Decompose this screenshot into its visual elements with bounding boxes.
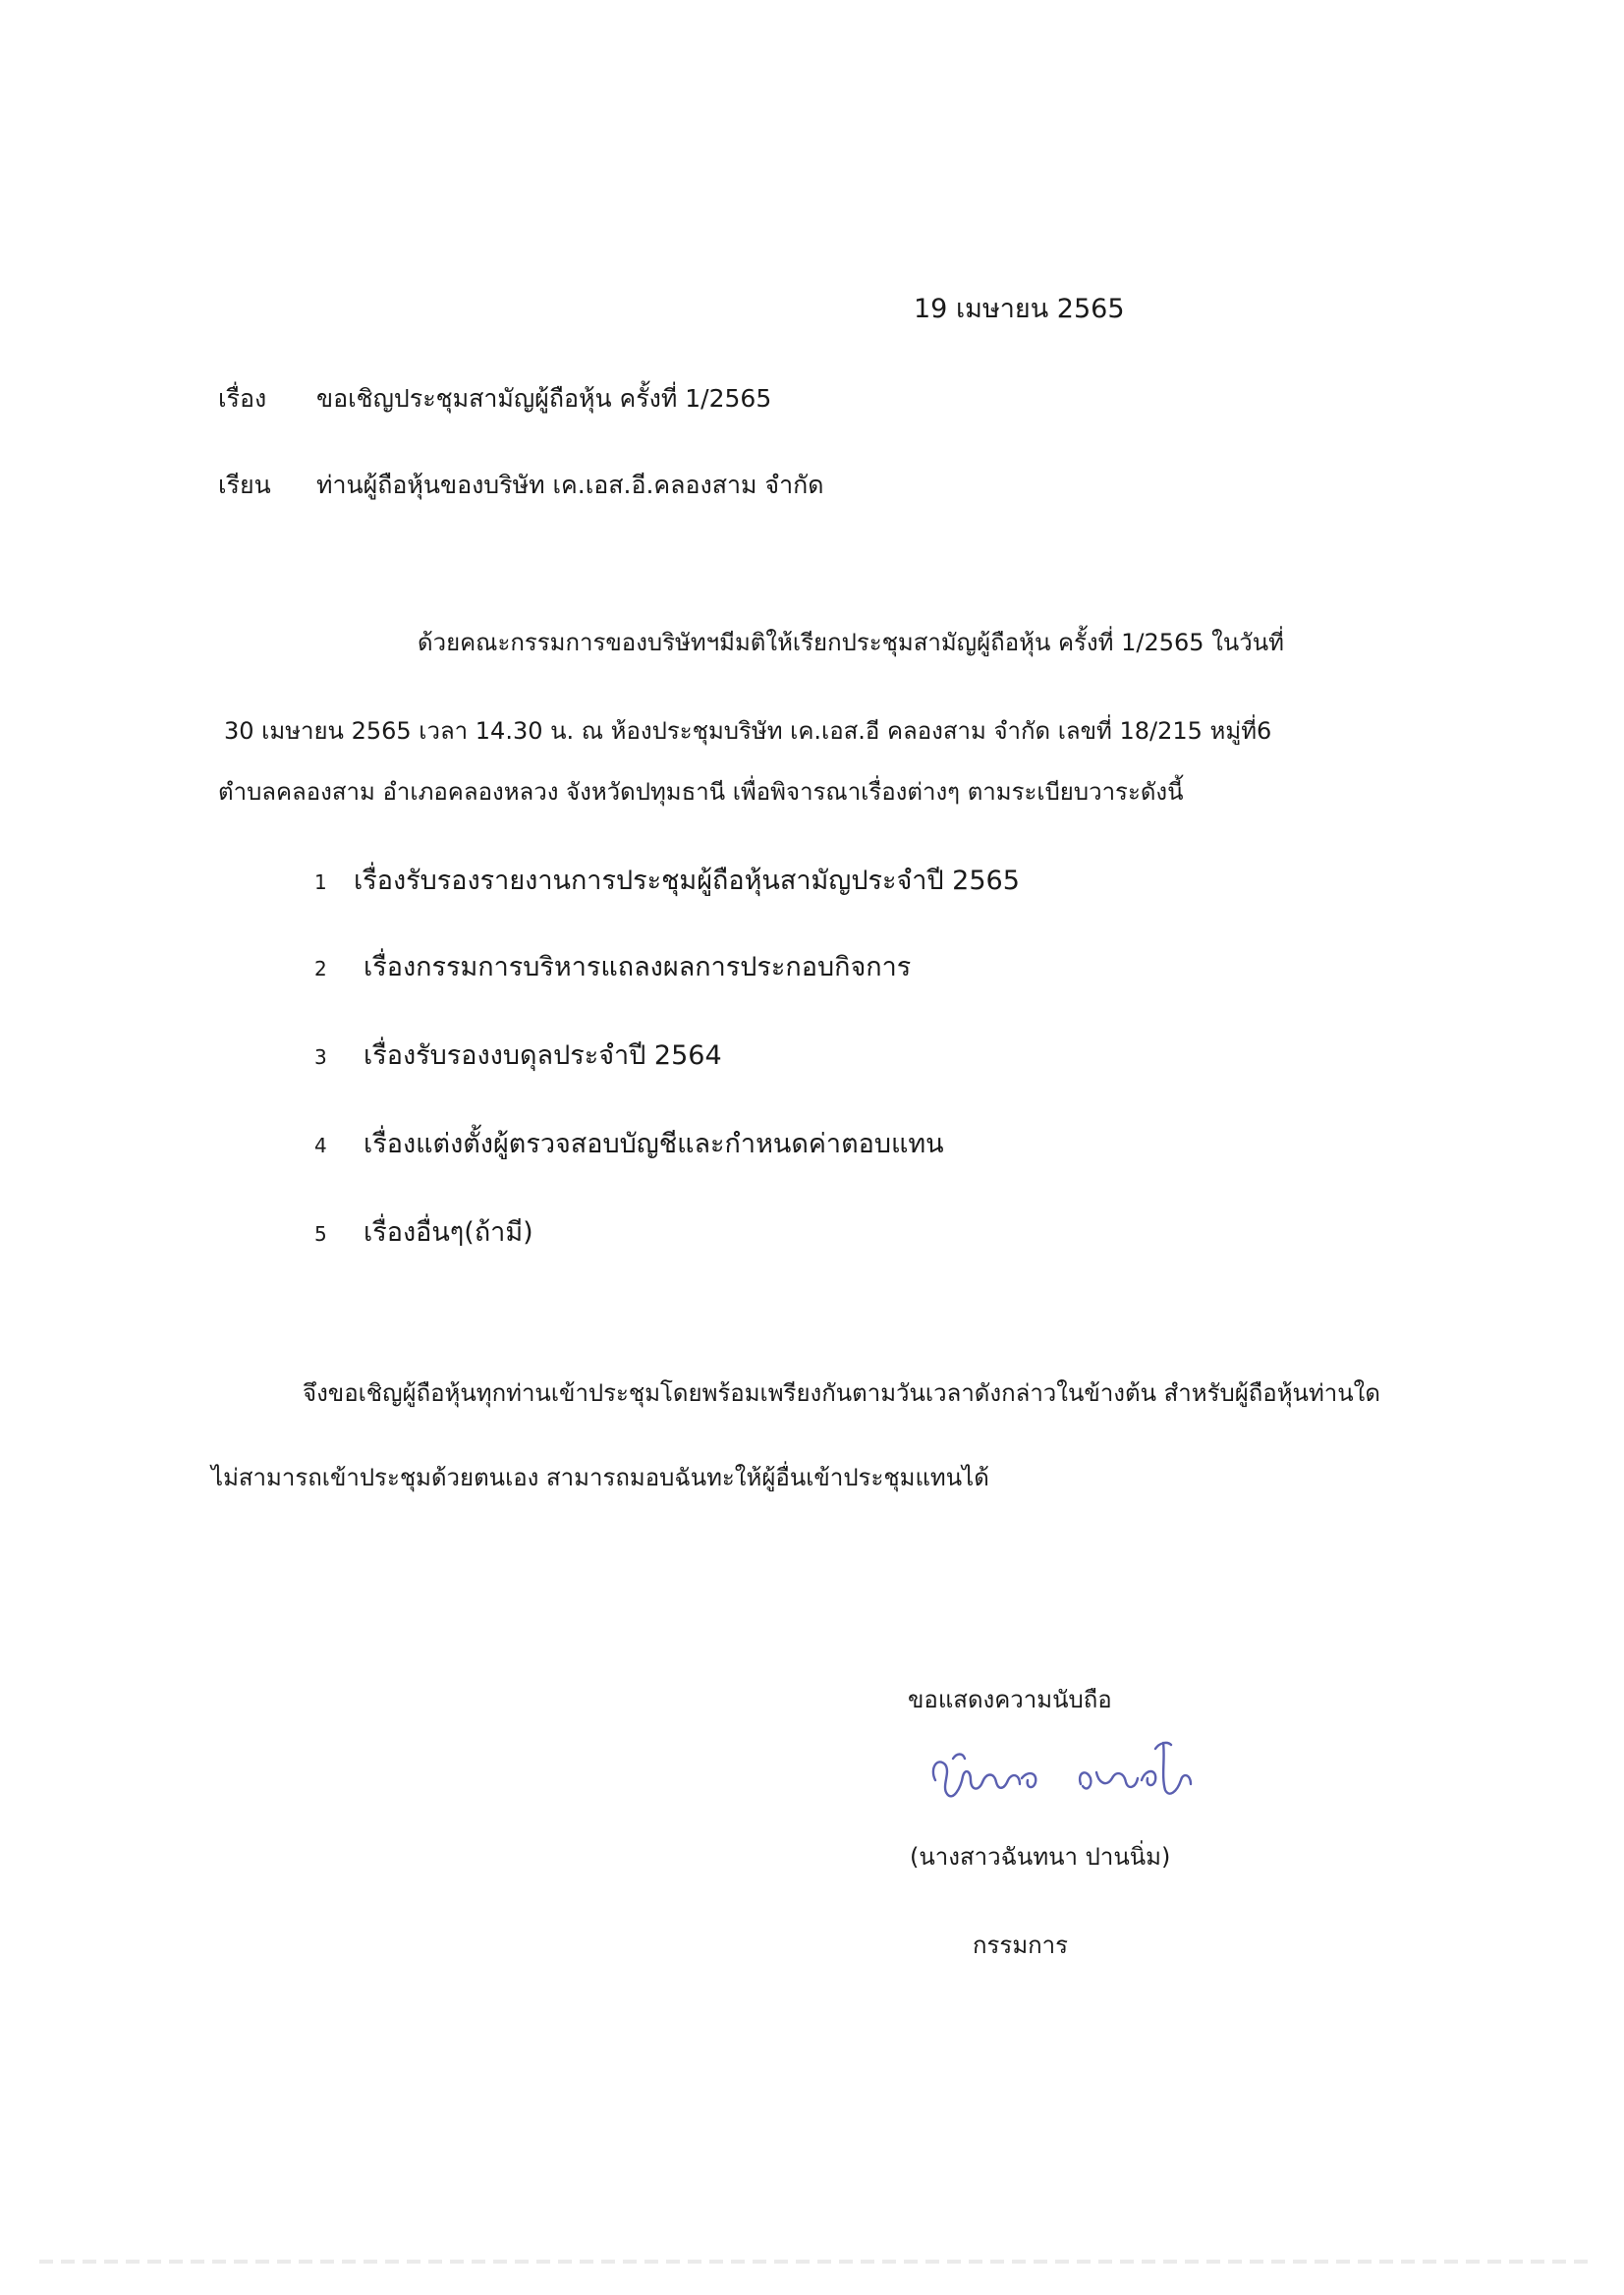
agenda-item [314,859,1020,901]
closing-line-1: จึงขอเชิญผู้ถือหุ้นทุกท่านเข้าประชุมโดยพร้อมเพรียงกันตามวันเวลาดังกล่าวในข้างต้น สำหรับผู้ถือหุ้นท่านใด [303,1379,1380,1407]
agenda-item [314,1034,722,1076]
agenda-number: 5 [314,1222,327,1246]
body-line-3: ตำบลคลองสาม อำเภอคลองหลวง จังหวัดปทุมธานี เพื่อพิจารณาเรื่องต่างๆ ตามระเบียบวาระดังนี้ [218,778,1184,806]
letter-date: 19 เมษายน 2565 [914,294,1125,324]
agenda-number: 2 [314,957,327,980]
signatory-name: (นางสาวฉันทนา ปานนิ่ม) [910,1843,1171,1871]
subject-label: เรื่อง [218,384,267,413]
regards-text: ขอแสดงความนับถือ [908,1686,1112,1713]
agenda-text: เรื่องรับรองงบดุลประจำปี 2564 [364,1040,722,1071]
handwritten-signature [924,1729,1208,1818]
body-line-2: 30 เมษายน 2565 เวลา 14.30 น. ณ ห้องประชุมบริษัท เค.เอส.อี คลองสาม จำกัด เลขที่ 18/215 หมู่ที่6 [224,717,1272,745]
recipient-text: ท่านผู้ถือหุ้นของบริษัท เค.เอส.อี.คลองสาม จำกัด [316,471,824,499]
subject-text: ขอเชิญประชุมสามัญผู้ถือหุ้น ครั้งที่ 1/2565 [316,384,772,413]
agenda-item [314,945,911,987]
agenda-number: 1 [314,870,327,894]
agenda-number: 3 [314,1045,327,1069]
agenda-number: 4 [314,1134,327,1157]
agenda-text: เรื่องกรรมการบริหารแถลงผลการประกอบกิจการ [364,952,912,982]
closing-line-2: ไม่สามารถเข้าประชุมด้วยตนเอง สามารถมอบฉันทะให้ผู้อื่นเข้าประชุมแทนได้ [211,1464,989,1491]
agenda-text: เรื่องแต่งตั้งผู้ตรวจสอบบัญชีและกำหนดค่าตอบแทน [364,1129,944,1159]
agenda-text: เรื่องอื่นๆ(ถ้ามี) [364,1217,533,1248]
recipient-label: เรียน [218,471,271,499]
scan-artifact-line [39,2260,1592,2264]
agenda-item [314,1210,533,1253]
body-line-1: ด้วยคณะกรรมการของบริษัทฯมีมติให้เรียกประชุมสามัญผู้ถือหุ้น ครั้งที่ 1/2565 ในวันที่ [418,629,1284,656]
signatory-position: กรรมการ [973,1931,1069,1959]
agenda-item [314,1122,944,1164]
agenda-text: เรื่องรับรองรายงานการประชุมผู้ถือหุ้นสามัญประจำปี 2565 [354,866,1020,896]
